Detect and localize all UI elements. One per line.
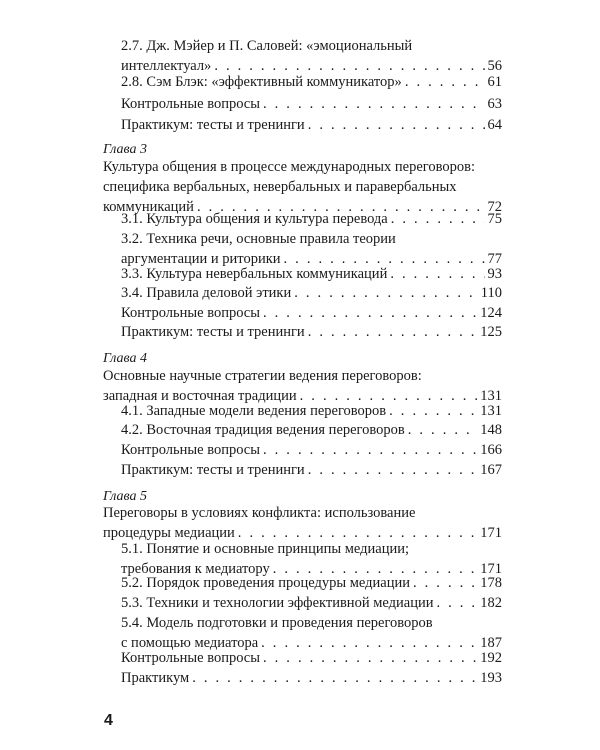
dot-leader [408,420,478,440]
toc-entry-title: 2.8. Сэм Блэк: «эффективный коммуникатор» [121,74,402,90]
toc-entry-title: Практикум: тесты и тренинги [121,324,305,340]
chapter-3-label: Глава 3 [103,142,147,157]
dot-leader [294,283,478,303]
toc-entry-title: западная и восточная традиции [103,388,297,404]
toc-page-number: 182 [480,595,502,611]
toc-entry-title: требования к медиатору [121,561,270,577]
toc-entry-title: Контрольные вопросы [121,305,260,321]
toc-page-number: 131 [480,403,502,419]
toc-entry-4-1 [121,401,502,421]
toc-page-number: 124 [480,305,502,321]
toc-entry-title: интеллектуал» [121,58,212,74]
dot-leader [390,264,484,284]
toc-entry-title: Практикум: тесты и тренинги [121,462,305,478]
toc-page-number: 192 [480,650,502,666]
toc-entry-title: 4.2. Восточная традиция ведения переговоров [121,422,405,438]
toc-entry-text: специфика вербальных, невербальных и паравербальных [103,179,457,195]
toc-page-number: 110 [480,285,502,301]
toc-entry-title: 3.1. Культура общения и культура перевода [121,211,388,227]
toc-page-number: 193 [480,670,502,686]
toc-entry-3-4 [121,283,502,303]
toc-entry-title: Практикум [121,670,190,686]
dot-leader [263,94,485,114]
toc-page-number: 178 [480,575,502,591]
toc-entry-2-8 [121,72,502,92]
toc-page-number: 75 [487,211,502,227]
toc-entry-title: 3.3. Культура невербальных коммуникаций [121,266,388,282]
toc-page-number: 187 [480,635,502,651]
toc-entry-practicum [121,115,502,135]
toc-entry-title: 5.2. Порядок проведения процедуры медиации [121,575,410,591]
toc-page-number: 93 [487,266,502,282]
dot-leader [413,573,477,593]
chapter-4-label: Глава 4 [103,351,147,366]
toc-entry-text: Переговоры в условиях конфликта: использование [103,505,416,521]
toc-entry-5-3 [121,593,502,613]
dot-leader [308,322,478,342]
dot-leader [405,72,485,92]
toc-entry-title: Практикум: тесты и тренинги [121,117,305,133]
toc-page-number: 131 [480,388,502,404]
toc-entry-title: Контрольные вопросы [121,650,260,666]
toc-page-number: 56 [487,58,502,74]
dot-leader [263,648,477,668]
chapter-5-label: Глава 5 [103,489,147,504]
toc-entry-review-questions [121,440,502,460]
toc-entry-3-3 [121,264,502,284]
dot-leader [192,668,477,688]
toc-entry-review-questions [121,303,502,323]
toc-entry-text: 2.7. Дж. Мэйер и П. Саловей: «эмоциональный [121,38,413,54]
toc-page-number: 167 [480,462,502,478]
toc-entry-title: 5.3. Техники и технологии эффективной медиации [121,595,434,611]
toc-entry-text: Культура общения в процессе международных переговоров: [103,159,476,175]
toc-page-number: 148 [480,422,502,438]
toc-page-number: 166 [480,442,502,458]
toc-page-number: 171 [480,525,502,541]
toc-entry-3-1 [121,209,502,229]
toc-entry-chapter-4 [103,366,502,406]
toc-entry-practicum [121,460,502,480]
dot-leader [389,401,477,421]
toc-entry-3-2 [121,229,502,269]
toc-entry-chapter-5 [103,503,502,543]
toc-entry-text: 5.1. Понятие и основные принципы медиации; [121,541,410,557]
dot-leader [308,115,485,135]
toc-entry-title: аргументации и риторики [121,251,281,267]
toc-page-number: 63 [487,96,502,112]
toc-entry-title: Контрольные вопросы [121,96,260,112]
toc-page-number: 77 [487,251,502,267]
toc-entry-5-2 [121,573,502,593]
page-number: 4 [104,712,113,729]
dot-leader [263,303,477,323]
toc-page-number: 61 [487,74,502,90]
toc-entry-text: Основные научные стратегии ведения переговоров: [103,368,422,384]
toc-entry-5-4 [121,613,502,653]
toc-entry-title: 4.1. Западные модели ведения переговоров [121,403,387,419]
toc-page-number: 125 [480,324,502,340]
toc-page-number: 72 [487,199,502,215]
toc-entry-title: коммуникаций [103,199,194,215]
dot-leader [308,460,478,480]
toc-entry-practicum [121,668,502,688]
toc-entry-title: Контрольные вопросы [121,442,260,458]
toc-entry-2-7 [121,36,502,76]
toc-entry-title: процедуры медиации [103,525,235,541]
toc-entry-chapter-3 [103,157,502,217]
toc-entry-review-questions [121,94,502,114]
toc-entry-4-2 [121,420,502,440]
toc-page-number: 64 [487,117,502,133]
toc-entry-title: 3.4. Правила деловой этики [121,285,292,301]
toc-entry-review-questions [121,648,502,668]
toc-entry-title: с помощью медиатора [121,635,259,651]
toc-page-number: 171 [480,561,502,577]
toc-entry-practicum [121,322,502,342]
dot-leader [263,440,477,460]
toc-entry-text: 5.4. Модель подготовки и проведения переговоров [121,615,433,631]
dot-leader [436,593,477,613]
toc-entry-text: 3.2. Техника речи, основные правила теории [121,231,396,247]
dot-leader [391,209,485,229]
